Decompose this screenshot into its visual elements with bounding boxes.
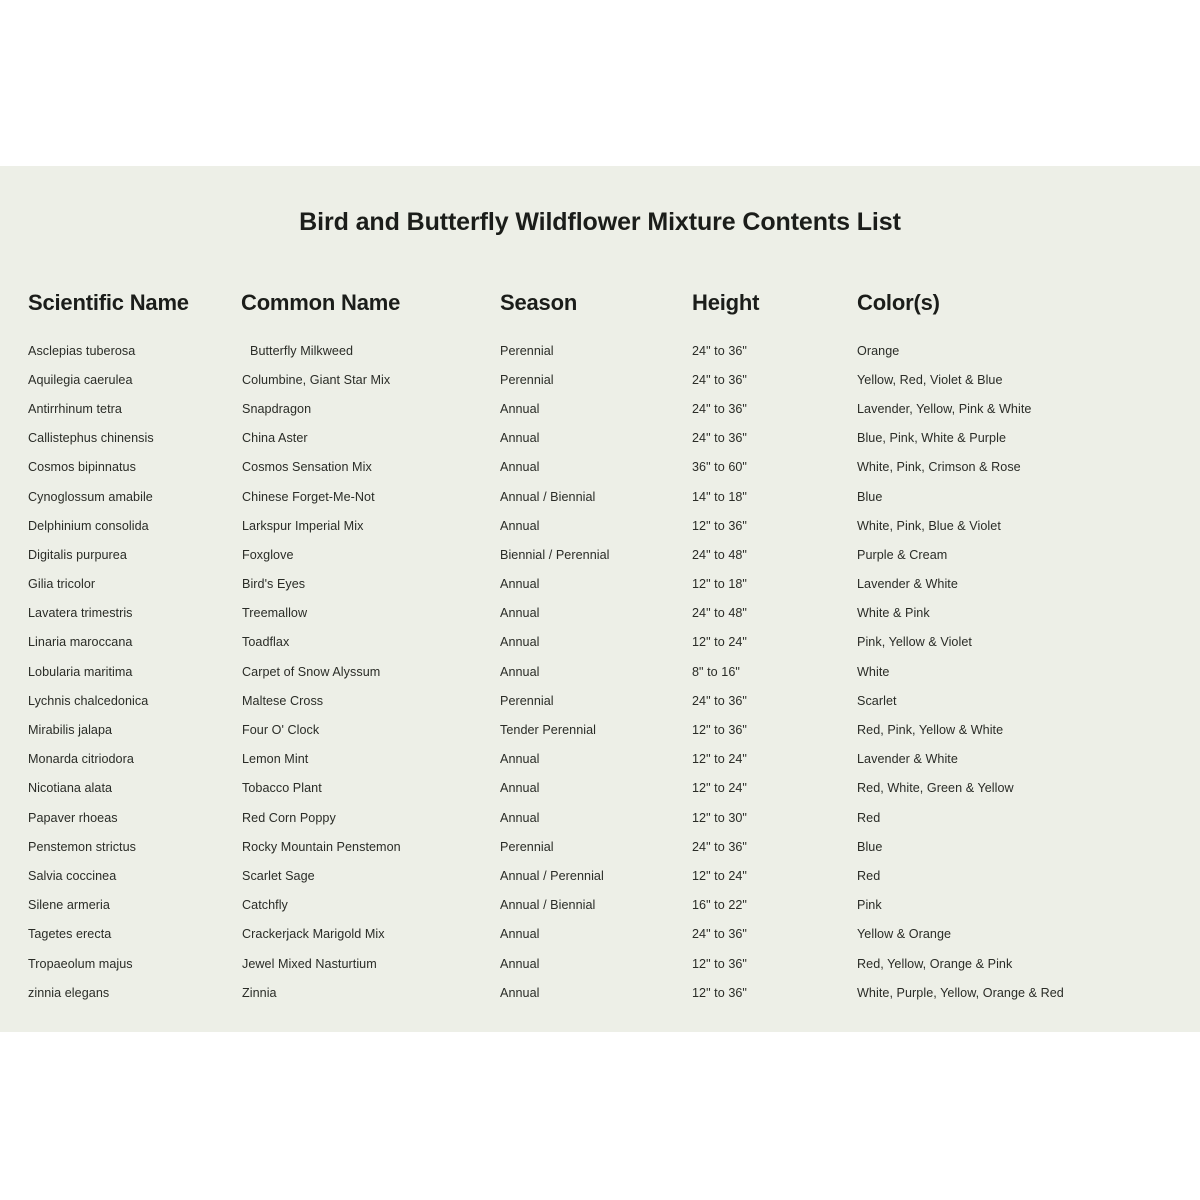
table-row bbox=[0, 511, 1200, 540]
cell-scientific-name: Linaria maroccana bbox=[28, 635, 133, 650]
cell-scientific-name: Lavatera trimestris bbox=[28, 606, 133, 621]
cell-height: 24" to 36" bbox=[692, 372, 747, 387]
contents-table bbox=[0, 290, 1200, 1007]
cell-colors: Red, White, Green & Yellow bbox=[857, 781, 1014, 796]
table-row bbox=[0, 715, 1200, 744]
cell-common-name: Foxglove bbox=[242, 547, 294, 562]
column-header-height: Height bbox=[692, 290, 760, 315]
cell-season: Annual bbox=[500, 781, 540, 796]
cell-scientific-name: Penstemon strictus bbox=[28, 839, 136, 854]
cell-season: Perennial bbox=[500, 839, 554, 854]
table-row bbox=[0, 832, 1200, 861]
cell-height: 14" to 18" bbox=[692, 489, 747, 504]
cell-common-name: Toadflax bbox=[242, 635, 290, 650]
cell-colors: Lavender & White bbox=[857, 577, 958, 592]
cell-common-name: Zinnia bbox=[242, 985, 277, 1000]
cell-season: Annual bbox=[500, 956, 540, 971]
cell-season: Annual bbox=[500, 664, 540, 679]
cell-colors: White & Pink bbox=[857, 606, 930, 621]
cell-colors: Blue bbox=[857, 489, 883, 504]
cell-colors: Pink bbox=[857, 898, 882, 913]
cell-scientific-name: Tagetes erecta bbox=[28, 927, 112, 942]
cell-common-name: Bird's Eyes bbox=[242, 577, 306, 592]
cell-common-name: Chinese Forget-Me-Not bbox=[242, 489, 375, 504]
cell-colors: White, Purple, Yellow, Orange & Red bbox=[857, 985, 1064, 1000]
cell-height: 24" to 48" bbox=[692, 606, 747, 621]
cell-scientific-name: Asclepias tuberosa bbox=[28, 343, 136, 358]
cell-height: 36" to 60" bbox=[692, 460, 747, 475]
cell-season: Annual bbox=[500, 431, 540, 446]
cell-common-name: Treemallow bbox=[242, 606, 308, 621]
cell-common-name: Four O' Clock bbox=[242, 723, 320, 738]
cell-height: 12" to 36" bbox=[692, 985, 747, 1000]
cell-common-name: Jewel Mixed Nasturtium bbox=[242, 956, 377, 971]
cell-common-name: Butterfly Milkweed bbox=[250, 343, 354, 358]
cell-common-name: Crackerjack Marigold Mix bbox=[242, 927, 385, 942]
cell-common-name: Red Corn Poppy bbox=[242, 810, 336, 825]
table-row bbox=[0, 394, 1200, 423]
cell-season: Perennial bbox=[500, 372, 554, 387]
cell-season: Annual bbox=[500, 518, 540, 533]
table-row bbox=[0, 336, 1200, 365]
cell-colors: Scarlet bbox=[857, 693, 897, 708]
cell-common-name: Maltese Cross bbox=[242, 693, 324, 708]
cell-season: Annual bbox=[500, 460, 540, 475]
cell-common-name: Lemon Mint bbox=[242, 752, 309, 767]
table-row bbox=[0, 657, 1200, 686]
cell-colors: Blue, Pink, White & Purple bbox=[857, 431, 1006, 446]
table-row bbox=[0, 803, 1200, 832]
page-title: Bird and Butterfly Wildflower Mixture Contents List bbox=[299, 208, 901, 236]
table-body bbox=[0, 336, 1200, 1007]
cell-common-name: Cosmos Sensation Mix bbox=[242, 460, 372, 475]
table-row bbox=[0, 745, 1200, 774]
cell-season: Annual bbox=[500, 401, 540, 416]
cell-height: 12" to 30" bbox=[692, 810, 747, 825]
cell-colors: White, Pink, Blue & Violet bbox=[857, 518, 1001, 533]
cell-height: 12" to 36" bbox=[692, 956, 747, 971]
table-row bbox=[0, 686, 1200, 715]
cell-season: Biennial / Perennial bbox=[500, 547, 610, 562]
cell-colors: Red bbox=[857, 868, 881, 883]
cell-common-name: Rocky Mountain Penstemon bbox=[242, 839, 401, 854]
cell-scientific-name: Aquilegia caerulea bbox=[28, 372, 133, 387]
cell-season: Annual bbox=[500, 577, 540, 592]
table-row bbox=[0, 774, 1200, 803]
cell-colors: Yellow, Red, Violet & Blue bbox=[857, 372, 1003, 387]
cell-scientific-name: Silene armeria bbox=[28, 898, 110, 913]
cell-season: Annual bbox=[500, 606, 540, 621]
cell-colors: Purple & Cream bbox=[857, 547, 948, 562]
cell-colors: White, Pink, Crimson & Rose bbox=[857, 460, 1021, 475]
cell-height: 12" to 24" bbox=[692, 752, 747, 767]
cell-height: 24" to 36" bbox=[692, 343, 747, 358]
cell-season: Annual bbox=[500, 810, 540, 825]
cell-colors: Lavender & White bbox=[857, 752, 958, 767]
cell-season: Annual / Biennial bbox=[500, 489, 596, 504]
cell-scientific-name: Gilia tricolor bbox=[28, 577, 96, 592]
cell-season: Perennial bbox=[500, 343, 554, 358]
cell-scientific-name: Lobularia maritima bbox=[28, 664, 133, 679]
column-header-colors: Color(s) bbox=[857, 290, 940, 315]
cell-height: 24" to 48" bbox=[692, 547, 747, 562]
column-header-common-name: Common Name bbox=[241, 290, 401, 315]
cell-scientific-name: Nicotiana alata bbox=[28, 781, 113, 796]
cell-scientific-name: Mirabilis jalapa bbox=[28, 723, 113, 738]
cell-colors: Red, Pink, Yellow & White bbox=[857, 723, 1004, 738]
cell-scientific-name: Tropaeolum majus bbox=[28, 956, 133, 971]
cell-height: 12" to 24" bbox=[692, 781, 747, 796]
table-row bbox=[0, 453, 1200, 482]
cell-height: 24" to 36" bbox=[692, 927, 747, 942]
cell-scientific-name: Antirrhinum tetra bbox=[28, 401, 122, 416]
cell-common-name: Catchfly bbox=[242, 898, 288, 913]
cell-height: 24" to 36" bbox=[692, 693, 747, 708]
table-row bbox=[0, 628, 1200, 657]
table-row bbox=[0, 365, 1200, 394]
cell-scientific-name: Cynoglossum amabile bbox=[28, 489, 153, 504]
cell-scientific-name: Lychnis chalcedonica bbox=[28, 693, 149, 708]
table-row bbox=[0, 891, 1200, 920]
cell-colors: Blue bbox=[857, 839, 883, 854]
cell-colors: Yellow & Orange bbox=[857, 927, 952, 942]
cell-height: 12" to 24" bbox=[692, 868, 747, 883]
table-row bbox=[0, 540, 1200, 569]
cell-scientific-name: Papaver rhoeas bbox=[28, 810, 118, 825]
cell-common-name: Columbine, Giant Star Mix bbox=[242, 372, 391, 387]
cell-height: 24" to 36" bbox=[692, 401, 747, 416]
cell-season: Annual bbox=[500, 635, 540, 650]
cell-season: Perennial bbox=[500, 693, 554, 708]
table-header-row bbox=[0, 290, 1200, 336]
cell-scientific-name: Salvia coccinea bbox=[28, 868, 117, 883]
cell-common-name: China Aster bbox=[242, 431, 308, 446]
table-row bbox=[0, 920, 1200, 949]
cell-season: Tender Perennial bbox=[500, 723, 597, 738]
cell-common-name: Tobacco Plant bbox=[242, 781, 322, 796]
cell-height: 16" to 22" bbox=[692, 898, 747, 913]
column-header-scientific-name: Scientific Name bbox=[28, 290, 189, 315]
cell-colors: Red bbox=[857, 810, 881, 825]
cell-common-name: Snapdragon bbox=[242, 401, 312, 416]
cell-scientific-name: Digitalis purpurea bbox=[28, 547, 127, 562]
cell-height: 8" to 16" bbox=[692, 664, 740, 679]
cell-season: Annual / Perennial bbox=[500, 868, 604, 883]
table-row bbox=[0, 599, 1200, 628]
cell-height: 12" to 36" bbox=[692, 723, 747, 738]
cell-colors: Pink, Yellow & Violet bbox=[857, 635, 972, 650]
cell-scientific-name: Callistephus chinensis bbox=[28, 431, 154, 446]
cell-scientific-name: Cosmos bipinnatus bbox=[28, 460, 136, 475]
cell-height: 24" to 36" bbox=[692, 431, 747, 446]
cell-common-name: Scarlet Sage bbox=[242, 868, 315, 883]
cell-scientific-name: Monarda citriodora bbox=[28, 752, 134, 767]
table-row bbox=[0, 949, 1200, 978]
cell-height: 24" to 36" bbox=[692, 839, 747, 854]
cell-season: Annual / Biennial bbox=[500, 898, 596, 913]
cell-height: 12" to 36" bbox=[692, 518, 747, 533]
cell-season: Annual bbox=[500, 985, 540, 1000]
table-row bbox=[0, 424, 1200, 453]
cell-common-name: Carpet of Snow Alyssum bbox=[242, 664, 381, 679]
column-header-season: Season bbox=[500, 290, 578, 315]
cell-colors: Lavender, Yellow, Pink & White bbox=[857, 401, 1032, 416]
cell-colors: Orange bbox=[857, 343, 900, 358]
table-row bbox=[0, 978, 1200, 1007]
table-row bbox=[0, 482, 1200, 511]
table-row bbox=[0, 861, 1200, 890]
cell-height: 12" to 18" bbox=[692, 577, 747, 592]
cell-scientific-name: zinnia elegans bbox=[28, 985, 110, 1000]
cell-season: Annual bbox=[500, 927, 540, 942]
cell-height: 12" to 24" bbox=[692, 635, 747, 650]
cell-colors: Red, Yellow, Orange & Pink bbox=[857, 956, 1013, 971]
table-row bbox=[0, 570, 1200, 599]
cell-colors: White bbox=[857, 664, 890, 679]
cell-scientific-name: Delphinium consolida bbox=[28, 518, 149, 533]
cell-season: Annual bbox=[500, 752, 540, 767]
cell-common-name: Larkspur Imperial Mix bbox=[242, 518, 364, 533]
